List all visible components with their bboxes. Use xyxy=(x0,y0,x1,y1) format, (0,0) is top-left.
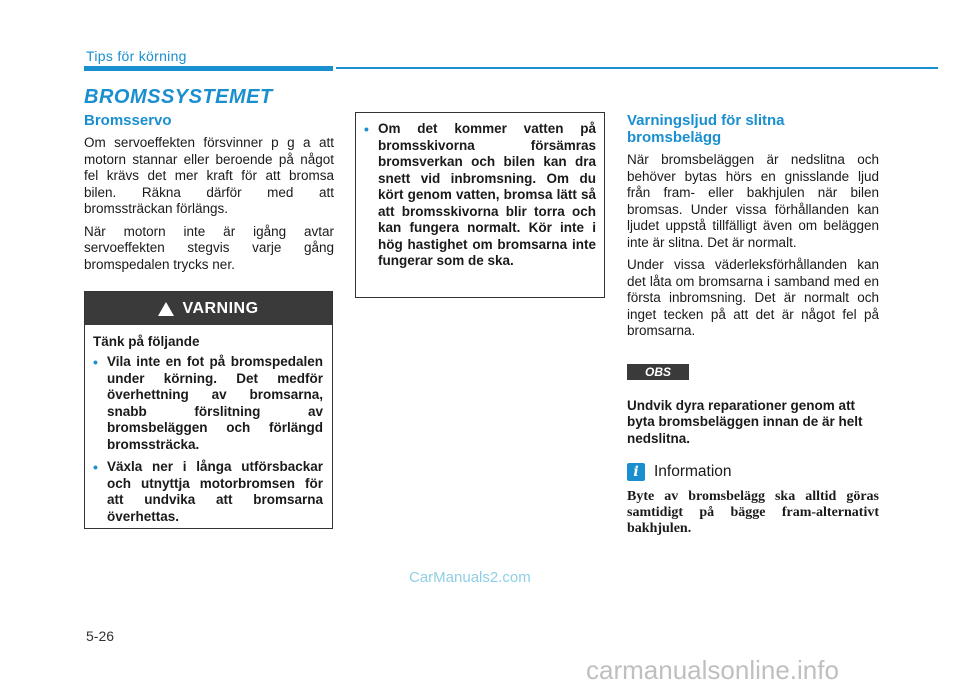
paragraph: När motorn inte är igång avtar servoeffekten stegvis varje gång bromspedalen trycks ner. xyxy=(84,223,334,272)
water-list xyxy=(364,121,596,270)
column-3 xyxy=(627,112,879,537)
info-icon: i xyxy=(627,463,645,481)
water-warning-box xyxy=(355,112,605,298)
list-item: • Vila inte en fot på bromspedalen under körning. Det medför överhettning av bromsarna, snabb förslitning av bromsbeläggen och förlängd bromssträcka. xyxy=(93,354,323,453)
warning-box xyxy=(84,291,333,529)
paragraph: Under vissa väderleksförhållanden kan det låta om bromsarna i samband med en första inbromsning. Det är normalt och inget tecken på att det är något fel på bromsarna. xyxy=(627,257,879,338)
paragraph: Om servoeffekten försvinner p g a att motorn stannar eller beroende på något fel krävs det mer kraft för att bromsa bilen. Räkna därför med att bromssträckan förlängs. xyxy=(84,135,334,216)
obs-badge: OBS xyxy=(627,364,689,380)
section-label: Tips för körning xyxy=(86,48,187,64)
obs-text: Undvik dyra reparationer genom att byta bromsbeläggen innan de är helt nedslitna. xyxy=(627,397,863,446)
warning-triangle-icon xyxy=(158,302,174,316)
page-number: 5-26 xyxy=(86,628,115,644)
warning-label: VARNING xyxy=(182,299,259,317)
header-rule-thick xyxy=(84,66,333,71)
watermark-link[interactable]: CarManuals2.com xyxy=(409,569,531,586)
header-rule-thin xyxy=(336,67,938,69)
information-label: Information xyxy=(654,463,732,480)
subhead-bromsservo: Bromsservo xyxy=(84,112,172,129)
warning-body xyxy=(85,325,332,525)
warning-list xyxy=(93,354,323,525)
information-heading xyxy=(627,463,879,481)
column-1 xyxy=(84,112,334,279)
list-item: • Växla ner i långa utförsbackar och utnyttja motorbromsen för att undvika att bromsarna överhettas. xyxy=(93,459,323,525)
warning-lead: Tänk på följande xyxy=(93,334,200,349)
subhead-varningsljud: Varningsljud för slitna bromsbelägg xyxy=(627,112,785,146)
warning-header xyxy=(85,292,332,325)
paragraph: När bromsbeläggen är nedslitna och behöver bytas hörs en gnisslande ljud från fram- eller bakhjulen när bilen bromsas. Under vissa förhållanden kan ljudet uppstå tillfälligt även om beläggen inte är slitna. Det är normalt. xyxy=(627,152,879,250)
watermark-text: carmanualsonline.info xyxy=(586,655,839,685)
information-text: Byte av bromsbelägg ska alltid göras samtidigt på bägge fram-alternativt bakhjulen. xyxy=(627,489,879,536)
list-item: • Om det kommer vatten på bromsskivorna försämras bromsverkan och bilen kan dra snett vid inbromsning. Om du kört genom vatten, bromsa lätt så att bromsskivorna blir torra och kan fungera normalt. Kör inte i hög hastighet om bromsarna inte fungerar som de ska. xyxy=(364,121,596,270)
page-title: BROMSSYSTEMET xyxy=(84,86,273,108)
